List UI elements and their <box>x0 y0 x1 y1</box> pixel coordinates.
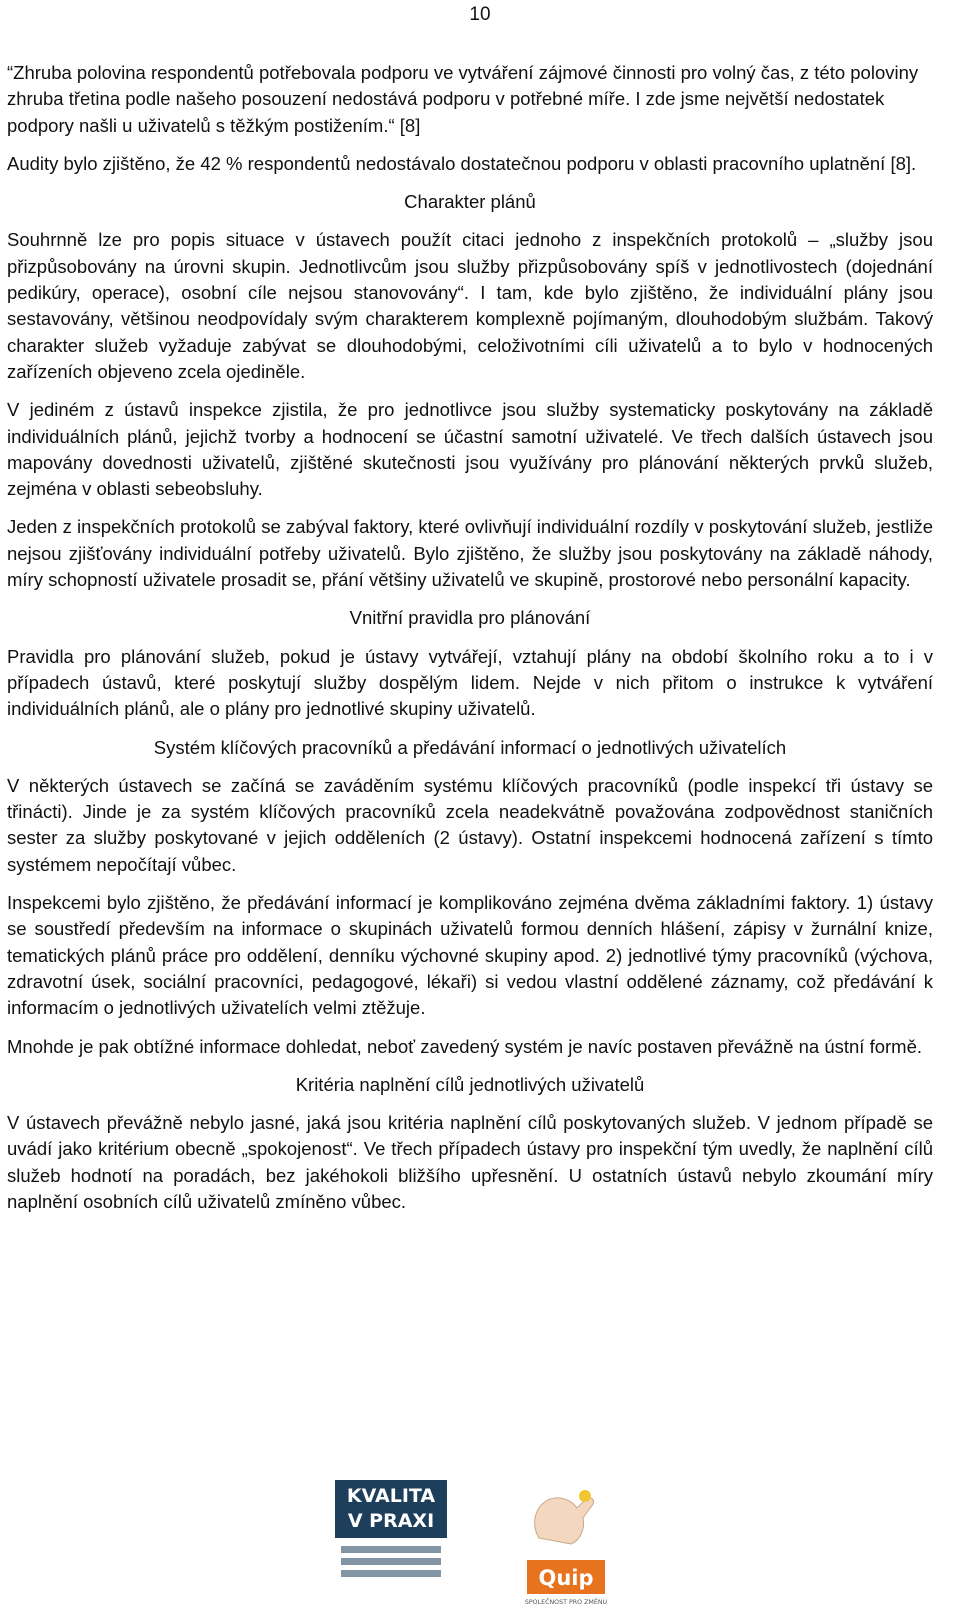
section-heading-kriteria-naplneni: Kritéria naplnění cílů jednotlivých uživatelů <box>295 1073 645 1095</box>
paragraph: Jeden z inspekčních protokolů se zabýval faktory, které ovlivňují individuální rozdíly v poskytování služeb, jestliže nejsou zjišťovány individuální potřeby uživatelů. Bylo zjištěno, že služby jsou poskytovány na základě náhody, míry schopností uživatele prosadit se, přání většiny uživatelů ve skupině, prostorové nebo personální kapacity. <box>7 516 933 591</box>
paragraph-audit: Audity bylo zjištěno, že 42 % respondentů nedostávalo dostatečnou podporu v oblasti pracovního uplatnění [8]. <box>7 152 917 174</box>
paragraph: V některých ústavech se začíná se zaváděním systému klíčových pracovníků (podle inspekcí tři ústavy se třinácti). Jinde je za systém klíčových pracovníků zcela neadekvátně považována zodpovědnost staničních sester za služby poskytované v jejich odděleních (2 ústavy). Ostatní inspekcemi hodnocená zařízení s tímto systémem nepočítají vůbec. <box>7 774 933 875</box>
paragraph: V ústavech převážně nebylo jasné, jaká jsou kritéria naplnění cílů poskytovaných služeb. V jednom případě se uvádí jako kritérium obecně „spokojenost“. Ve třech případech ústavy pro inspekční tým uvedly, že naplnění cílů služeb hodnotí na poradách, bez jakéhokoli bližšího upřesnění. U ostatních ústavů nebylo zkoumání míry naplnění osobních cílů uživatelů zmíněno vůbec. <box>7 1112 933 1212</box>
footer-logos <box>0 1478 960 1608</box>
paragraph: Pravidla pro plánování služeb, pokud je ústavy vytvářejí, vztahují plány na období školního roku a to i v případech ústavů, které poskytují služby dospělým lidem. Nejde v nich přitom o instrukce k vytváření individuálních plánů, ale o plány pro jednotlivé skupiny uživatelů. <box>7 645 933 720</box>
section-heading-vnitrni-pravidla: Vnitřní pravidla pro plánování <box>349 607 591 629</box>
kvalita-logo-line1: KVALITA <box>346 1485 436 1507</box>
paragraph: Souhrnně lze pro popis situace v ústavech použít citaci jednoho z inspekčních protokolů – „služby jsou přizpůsobovány na úrovni skupin. Jednotlivcům jsou služby přizpůsobovány spíš v jednotlivostech (dojednání pedikúry, operace), osobní cíle nejsou stanovovány“. I tam, kde bylo zjištěno, že individuální plány jsou sestavovány, většinou neodpovídaly svým charakterem komplexně pojímaným, dlouhodobým službám. Takový charakter služeb vyžaduje zabývat se dlouhodobými, celoživotními cíli uživatelů a to bylo v hodnocených zařízeních objeveno zcela ojediněle. <box>7 229 933 382</box>
kvalita-v-praxi-logo <box>331 1478 451 1590</box>
section-heading-system-klicovych-pracovniku: Systém klíčových pracovníků a předávání informací o jednotlivých uživatelích <box>153 736 787 758</box>
paragraph: Inspekcemi bylo zjištěno, že předávání informací je komplikováno zejména dvěma základními faktory. 1) ústavy se soustředí především na informace o skupinách uživatelů formou denních hlášení, zápisy v žurnální knize, tematických plánů práce pro oddělení, denníku výchovné skupiny apod. 2) jednotlivé týmy pracovníků (výchova, zdravotní úsek, sociální pracovníci, pedagogové, lékaři) si vedou vlastní oddělené záznamy, což předávání k informacím o jednotlivých uživatelích velmi ztěžuje. <box>7 892 933 1019</box>
kvalita-logo-line2: V PRAXI <box>347 1510 435 1532</box>
document-body <box>7 60 933 1227</box>
quip-logo <box>521 1482 611 1608</box>
quote-paragraph: “Zhruba polovina respondentů potřebovala podporu ve vytváření zájmové činnosti pro volný čas, z této poloviny zhruba třetina podle našeho posouzení nedostává podporu v potřebné míře. I zde jsme největší nedostatek podpory našli u uživatelů s těžkým postižením.“ [8] <box>7 62 919 136</box>
paragraph: Mnohde je pak obtížné informace dohledat, neboť zavedený systém je navíc postaven převážně na ústní formě. <box>7 1035 923 1057</box>
section-heading-charakter-planu: Charakter plánů <box>404 191 536 213</box>
quip-logo-name: Quip <box>538 1566 594 1590</box>
paragraph: V jediném z ústavů inspekce zjistila, že pro jednotlivce jsou služby systematicky poskytovány na základě individuálních plánů, jejichž tvorby a hodnocení se účastní samotní uživatelé. Ve třech dalších ústavech jsou mapovány dovednosti uživatelů, zjištěné skutečnosti jsou využívány pro plánování některých prvků služeb, zejména v oblasti sebeobsluhy. <box>7 399 933 500</box>
page-number: 10 <box>469 4 491 25</box>
quip-logo-tagline: SPOLEČNOST PRO ZMĚNU <box>524 1599 608 1606</box>
